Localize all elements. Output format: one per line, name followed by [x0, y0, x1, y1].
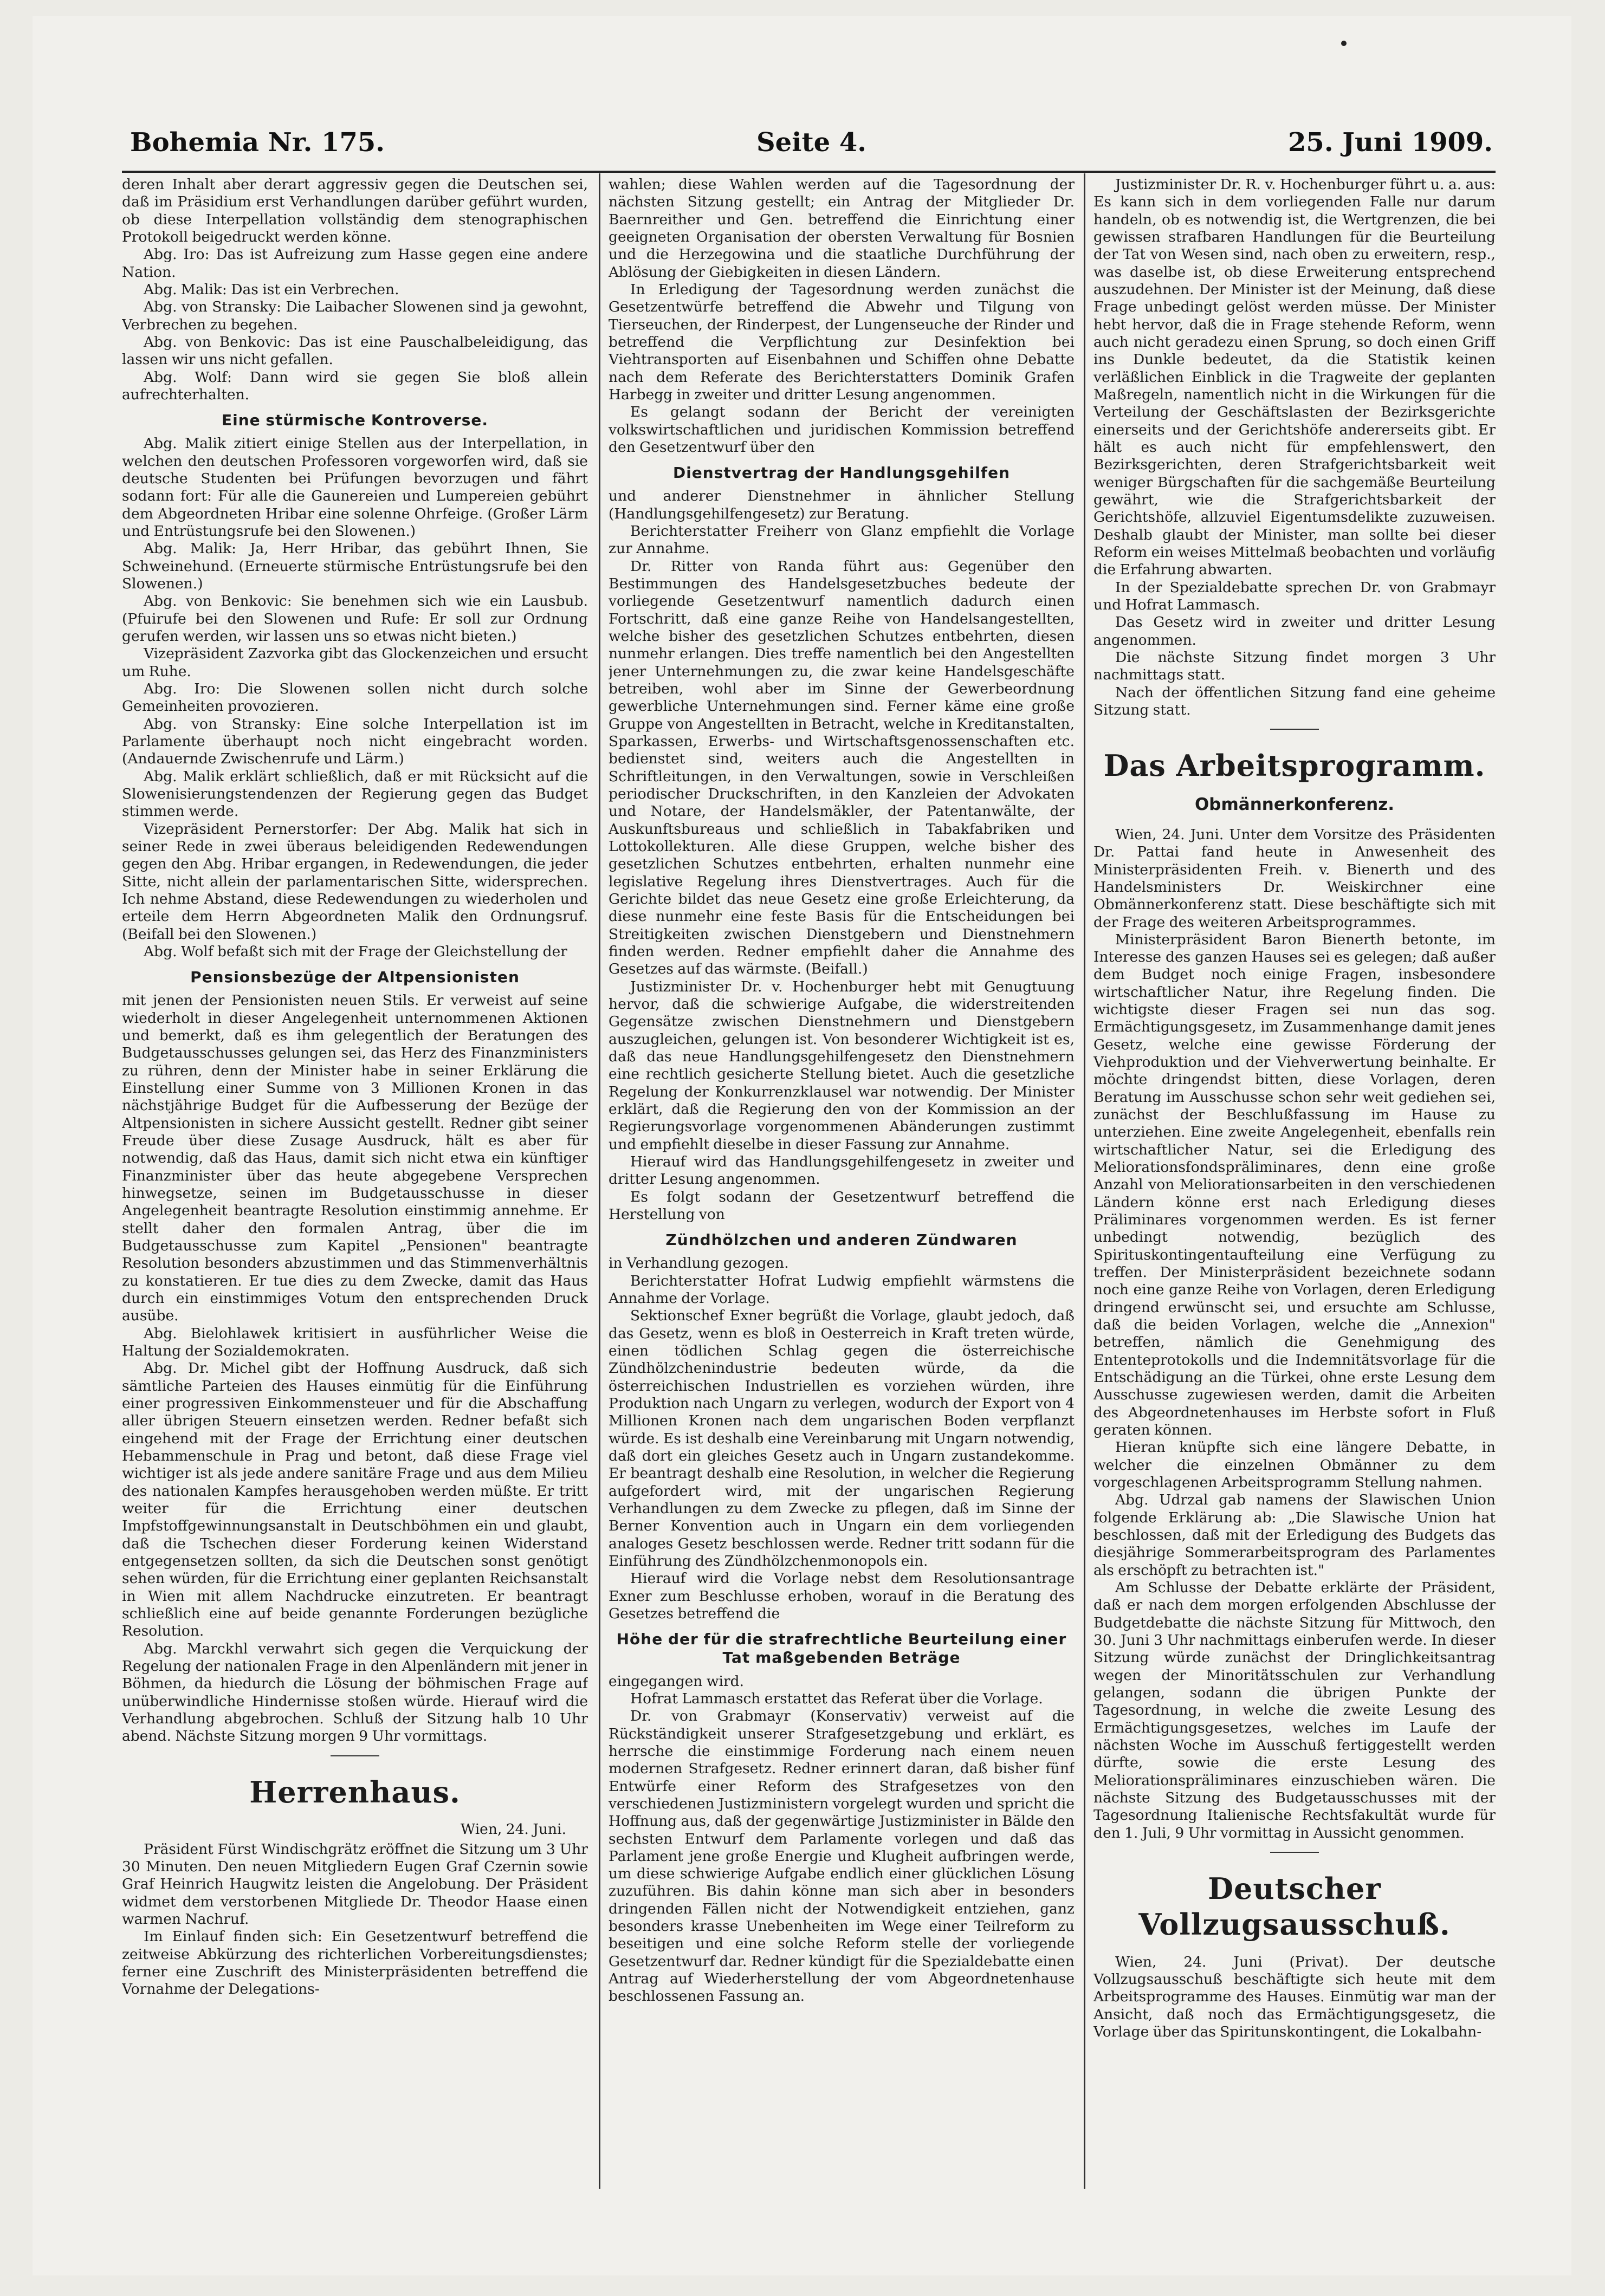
paragraph: Justizminister Dr. v. Hochenburger hebt mit Genugtuung hervor, daß die schwierige Aufgabe, die widerstreitenden Gegensätze zwischen Dienstnehmern und Dienstgebern auszugleichen, gelungen ist. Von besonderer Wichtigkeit ist es, daß das neue Handlungsgehilfengesetz den Dienstnehmern eine rechtlich gesicherte Stellung bietet. Auch die gesetzliche Regelung der Konkurrenzklausel war notwendig. Der Minister erklärt, daß die Regierung den von der Kommission an der Regierungsvorlage vorgenommenen Abänderungen zustimmt und empfiehlt dieselbe in dieser Fassung zur Annahme.: [609, 978, 1075, 1153]
article-headline: Deutscher Vollzugsausschuß.: [1138, 1871, 1451, 1942]
section-heading: Dienstvertrag der Handlungsgehilfen: [672, 464, 1011, 482]
column-divider: [599, 173, 600, 2189]
paragraph: Dr. von Grabmayr (Konservativ) verweist auf die Rückständigkeit unserer Strafgesetzgebung und erklärt, es herrsche die einstimmige Forderung nach einem neuen modernen Strafgesetz. Redner erinnert daran, daß bisher fünf Entwürfe einer Reform des Strafgesetzes von den verschiedenen Justizministern vorgelegt wurden und spricht die Hoffnung aus, daß der gegenwärtige Justizminister in Bälde den sechsten Entwurf dem Parlamente vorlegen und daß das Parlament jene große Energie und Klugheit aufbringen werde, um diese schwierige Aufgabe endlich einer glücklichen Lösung zuzuführen. Bis dahin könne man sich aber in besonders dringenden Fällen nicht der Notwendigkeit entziehen, ganz besonders krasse Unebenheiten im Wege einer Teilreform zu beseitigen und eine solche Reform stelle der vorliegende Gesetzentwurf dar. Redner kündigt für die Spezialdebatte einen Antrag auf Wiederherstellung der vom Abgeordnetenhause beschlossenen Fassung an.: [609, 1708, 1075, 2005]
separator: [331, 1755, 379, 1756]
section-heading: Höhe der für die strafrechtliche Beurteilung einer Tat maßgebenden Beträge: [616, 1630, 1067, 1667]
separator: [1270, 1852, 1319, 1853]
paragraph: Abg. Dr. Michel gibt der Hoffnung Ausdruck, daß sich sämtliche Parteien des Hauses einmütig für die Einführung einer progressiven Einkommensteuer und für die Abschaffung aller übrigen Steuern einsetzen werden. Redner befaßt sich eingehend mit der Frage der Errichtung einer deutschen Hebammenschule in Prag und betont, daß diese Frage viel wichtiger ist als jede andere sanitäre Frage und aus dem Milieu des nationalen Kampfes herausgehoben werden müßte. Er tritt weiter für die Errichtung einer deutschen Impfstoffgewinnungsanstalt in Deutschböhmen ein und glaubt, daß die Tschechen dieser Forderung keinen Widerstand entgegensetzen sollten, da sich die Deutschen sonst genötigt sehen würden, für die Errichtung einer geplanten Reichsanstalt in Wien mit allem Nachdrucke einzutreten. Er beantragt schließlich eine auf beide genannte Forderungen bezügliche Resolution.: [122, 1360, 588, 1640]
header-rule: [122, 171, 1496, 173]
paragraph: Abg. Iro: Die Slowenen sollen nicht durch solche Gemeinheiten provozieren.: [122, 680, 588, 715]
paragraph: Abg. von Stransky: Die Laibacher Slowenen sind ja gewohnt, Verbrechen zu begehen.: [122, 299, 588, 333]
paragraph: Ministerpräsident Baron Bienerth betonte, im Interesse des ganzen Hauses sei es gelegen; daß außer dem Budget noch einige Fragen, insbesondere wirtschaftlicher Natur, ihre Regelung finden. Die wichtigste dieser Fragen sei nun das sog. Ermächtigungsgesetz, im Zusammenhange damit jenes Gesetz, welche eine gewisse Förderung der Viehproduktion und der Viehverwertung beinhalte. Er möchte dringendst bitten, diese Vorlagen, deren Beratung im Ausschusse schon sehr weit gediehen sei, zunächst der Beschlußfassung im Hause zu unterziehen. Eine zweite Angelegenheit, ebenfalls rein wirtschaftlicher Natur, sei die Erledigung des Meliorationsfondspräliminares, denn eine große Anzahl von Meliorationsarbeiten in den verschiedenen Ländern könne erst nach Erledigung dieses Präliminares vorgenommen werden. Es ist ferner unbedingt notwendig, bezüglich des Spirituskontingentaufteilung eine Verfügung zu treffen. Der Ministerpräsident bezeichnete sodann noch eine ganze Reihe von Vorlagen, deren Erledigung dringend erwünscht sei, und ersuchte am Schlusse, daß die beiden Vorlagen, welche die „Annexion" betreffen, nämlich die Genehmigung des Ententeprotokolls und die Indemnitätsvorlage für die Entschädigung an die Türkei, ohne erste Lesung dem Ausschusse zugewiesen werden, damit die Arbeiten des Abgeordnetenhauses im Herbste sofort in Fluß geraten können.: [1093, 931, 1496, 1439]
paragraph: Es folgt sodann der Gesetzentwurf betreffend die Herstellung von: [609, 1188, 1075, 1223]
article-subheadline: Obmännerkonferenz.: [1194, 795, 1395, 815]
paragraph: Berichterstatter Hofrat Ludwig empfiehlt wärmstens die Annahme der Vorlage.: [609, 1272, 1075, 1307]
paragraph: Im Einlauf finden sich: Ein Gesetzentwurf betreffend die zeitweise Abkürzung des richterlichen Vorbereitungsdienstes; ferner eine Zuschrift des Ministerpräsidenten betreffend die Vornahme der Delegations-: [122, 1928, 588, 1998]
paragraph: Dr. Ritter von Randa führt aus: Gegenüber den Bestimmungen des Handelsgesetzbuches bedeute der vorliegende Gesetzentwurf namentlich dadurch einen Fortschritt, daß eine ganze Reihe von Handelsangestellten, welche bisher des gesetzlichen Schutzes entbehrten, diesen nunmehr erlangen. Dies treffe namentlich bei den Angestellten jener Unternehmungen zu, die zwar keine Handelsgeschäfte betreiben, wohl aber im Sinne der Gewerbeordnung gewerbliche Unternehmungen sind. Ferner käme eine große Gruppe von Angestellten in Betracht, welche in Kreditanstalten, Sparkassen, Erwerbs- und Wirtschaftsgenossenschaften etc. bedienstet sind, weiters auch die Angestellten in Schriftleitungen, in den Verwaltungen, sowie in Verschleißen periodischer Druckschriften, in den Kanzleien der Advokaten und Notare, der Handelsmäkler, der Patentanwälte, der Auskunftsbureaus und schließlich in Tabakfabriken und Lottokollekturen. Alle diese Gruppen, welche bisher des gesetzlichen Schutzes entbehrten, erhalten nunmehr eine legislative Regelung ihres Dienstvertrages. Auch für die Gerichte bildet das neue Gesetz eine große Erleichterung, da diese nunmehr eine feste Basis für die Entscheidungen bei Streitigkeiten zwischen Dienstgebern und Dienstnehmern finden werden. Redner empfiehlt daher die Annahme des Gesetzes auf das wärmste. (Beifall.): [609, 557, 1075, 978]
paragraph: Hofrat Lammasch erstattet das Referat über die Vorlage.: [630, 1690, 1043, 1707]
issue-number: Bohemia Nr. 175.: [130, 127, 385, 158]
paragraph: Abg. von Stransky: Eine solche Interpellation ist im Parlamente überhaupt noch nicht eingebracht worden. (Andauernde Zwischenrufe und Lärm.): [122, 715, 588, 768]
paragraph: Abg. Wolf befaßt sich mit der Frage der Gleichstellung der: [144, 943, 567, 960]
paragraph: Hierauf wird die Vorlage nebst dem Resolutionsantrage Exner zum Beschlusse erhoben, worauf in die Beratung des Gesetzes betreffend die: [609, 1570, 1075, 1622]
paragraph: Abg. Wolf: Dann wird sie gegen Sie bloß allein aufrechterhalten.: [122, 368, 588, 403]
paragraph: Abg. Bielohlawek kritisiert in ausführlicher Weise die Haltung der Sozialdemokraten.: [122, 1325, 588, 1359]
paragraph: Justizminister Dr. R. v. Hochenburger führt u. a. aus: Es kann sich in dem vorliegenden Falle nur darum handeln, ob es notwendig ist, die Wertgrenzen, die bei gewissen strafbaren Handlungen für die Beurteilung der Tat von Wesen sind, nach oben zu erweitern, resp., was daselbe ist, ob diese Erweiterung entsprechend auszudehnen. Der Minister ist der Meinung, daß diese Frage unbedingt gelöst werden müsse. Der Minister hebt hervor, daß die in Frage stehende Reform, wenn auch nicht geradezu einen Sprung, so doch einen Griff ins Dunkle bedeutet, da die Statistik keinen verläßlichen Einblick in die Tragweite der geplanten Maßregeln, namentlich nicht in die Wirkungen für die Verteilung der Geschäftslasten der Bezirksgerichte einerseits und der Gerichtshöfe andererseits gibt. Er hält es auch nicht für empfehlenswert, den Bezirksgerichten, deren Strafgerichtsbarkeit weit weniger Bürgschaften für die sachgemäße Beurteilung gewährt, wie die Strafgerichtsbarkeit der Gerichtshöfe, allzuviel Eigentumsdelikte zuzuweisen. Deshalb glaubt der Minister, man sollte bei dieser Reform ein weises Mittelmaß beobachten und vorläufig die Erfahrung abwarten.: [1093, 176, 1496, 579]
paragraph: Vizepräsident Zazvorka gibt das Glockenzeichen und ersucht um Ruhe.: [122, 645, 588, 680]
paragraph: Abg. Malik erklärt schließlich, daß er mit Rücksicht auf die Slowenisierungstendenzen der Regierung gegen das Budget stimmen werde.: [122, 768, 588, 820]
article-headline: Das Arbeitsprogramm.: [1103, 748, 1486, 783]
paragraph: Hierauf wird das Handlungsgehilfengesetz in zweiter und dritter Lesung angenommen.: [609, 1153, 1075, 1188]
paragraph: Vizepräsident Pernerstorfer: Der Abg. Malik hat sich in seiner Rede in zwei überaus beleidigenden Redewendungen gegen den Abg. Hribar ergangen, in Redewendungen, die jeder Sitte, nicht allein der parlamentarischen Sitte, widersprechen. Ich nehme Abstand, diese Redewendungen zu wiederholen und erteile dem Herrn Abgeordneten Malik den Ordnungsruf. (Beifall bei den Slowenen.): [122, 820, 588, 943]
paragraph: wahlen; diese Wahlen werden auf die Tagesordnung der nächsten Sitzung gestellt; ein Antrag der Mitglieder Dr. Baernreither und Gen. betreffend die Einrichtung einer geeigneten Organisation der obersten Verwaltung für Bosnien und die Herzegowina und die staatliche Durchführung der Ablösung der Giebigkeiten in diesen Ländern.: [609, 176, 1075, 281]
paragraph: Wien, 24. Juni (Privat). Der deutsche Vollzugsausschuß beschäftigte sich heute mit dem Arbeitsprogramme des Hauses. Einmütig war man der Ansicht, daß noch das Ermächtigungsgesetz, die Vorlage über das Spiritunskontingent, die Lokalbahn-: [1093, 1953, 1496, 2040]
page-number: Seite 4.: [756, 127, 866, 158]
paragraph: Abg. Malik zitiert einige Stellen aus der Interpellation, in welchen den deutschen Professoren vorgeworfen wird, daß sie deutsche Studenten bei Prüfungen bevorzugen und fährt sodann fort: Für alle die Gaunereien und Lumpereien gebührt dem Abgeordneten Hribar eine solenne Ohrfeige. (Großer Lärm und Entrüstungsrufe bei den Slowenen.): [122, 435, 588, 540]
column-1: [122, 176, 588, 2197]
dateline: Wien, 24. Juni.: [460, 1821, 566, 1838]
paragraph: Die nächste Sitzung findet morgen 3 Uhr nachmittags statt.: [1093, 648, 1496, 684]
paragraph: Berichterstatter Freiherr von Glanz empfiehlt die Vorlage zur Annahme.: [609, 523, 1075, 557]
section-heading: Zündhölzchen und anderen Zündwaren: [665, 1231, 1018, 1249]
paragraph: Das Gesetz wird in zweiter und dritter Lesung angenommen.: [1093, 614, 1496, 648]
section-heading: Pensionsbezüge der Altpensionisten: [190, 968, 520, 987]
paragraph: Sektionschef Exner begrüßt die Vorlage, glaubt jedoch, daß das Gesetz, wenn es bloß in Oesterreich in Kraft treten würde, einen tödlichen Schlag gegen die österreichische Zündhölzchenindustrie bedeuten würde, da die österreichischen Industriellen es vorziehen würden, ihre Produktion nach Ungarn zu verlegen, wodurch der Export von 4 Millionen Kronen nach dem ungarischen Boden verpflanzt würde. Es ist deshalb eine Vereinbarung mit Ungarn notwendig, daß dort ein gleiches Gesetz auch in Ungarn zustandekomme. Er beantragt deshalb eine Resolution, in welcher die Regierung aufgefordert wird, mit der ungarischen Regierung Verhandlungen zu dem Zwecke zu pflegen, daß im Sinne der Berner Konvention auch in Ungarn ein dem vorliegenden analoges Gesetz beschlossen werde. Redner tritt sodann für die Einführung des Zündhölzchenmonopols ein.: [609, 1307, 1075, 1569]
paragraph: eingegangen wird.: [609, 1672, 745, 1690]
page-header: [130, 122, 1493, 171]
section-heading: Eine stürmische Kontroverse.: [221, 411, 489, 430]
paragraph: Abg. Marckhl verwahrt sich gegen die Verquickung der Regelung der nationalen Frage in den Alpenländern mit jener in Böhmen, da hiedurch die Lösung der böhmischen Frage auf unüberwindliche Hindernisse stoßen würde. Hierauf wird die Verhandlung abgebrochen. Schluß der Sitzung halb 10 Uhr abend. Nächste Sitzung morgen 9 Uhr vormittags.: [122, 1640, 588, 1745]
paragraph: in Verhandlung gezogen.: [609, 1255, 789, 1272]
paragraph: In Erledigung der Tagesordnung werden zunächst die Gesetzentwürfe betreffend die Abwehr und Tilgung von Tierseuchen, der Rinderpest, der Lungenseuche der Rinder und betreffend die Verpflichtung zur Desinfektion bei Viehtransporten auf Eisenbahnen und Schiffen ohne Debatte nach dem Referate des Berichterstatters Dominik Grafen Harbegg in zweiter und dritter Lesung angenommen.: [609, 281, 1075, 403]
column-3: [1093, 176, 1496, 2197]
paragraph: Es gelangt sodann der Bericht der vereinigten volkswirtschaftlichen und juridischen Kommission betreffend den Gesetzentwurf über den: [609, 404, 1075, 456]
paragraph: deren Inhalt aber derart aggressiv gegen die Deutschen sei, daß im Präsidium erst Verhandlungen darüber geführt wurden, ob diese Interpellation vollständig dem stenographischen Protokoll beigedruckt werden könne.: [122, 176, 588, 245]
paragraph: mit jenen der Pensionisten neuen Stils. Er verweist auf seine wiederholt in dieser Angelegenheit unternommenen Aktionen und bemerkt, daß es ihm gelegentlich der Beratungen des Budgetausschusses gelungen sei, das Herz des Finanzministers zu rühren, denn der Minister habe in seiner Erklärung die Einstellung einer Summe von 3 Millionen Kronen in das nächstjährige Budget für die Aufbesserung der Bezüge der Altpensionisten in sichere Aussicht gestellt. Redner gibt seiner Freude über diese Zusage Ausdruck, hält es aber für notwendig, daß das Haus, damit sich nicht etwa ein künftiger Finanzminister über das heute abgegebene Versprechen hinwegsetze, seinen im Budgetausschusse in dieser Angelegenheit beantragte Resolution einstimmig annehme. Er stellt daher den formalen Antrag, über die im Budgetausschusse zum Kapitel „Pensionen" beantragte Resolution besonders abzustimmen und das Stimmenverhältnis zu konstatieren. Er tue dies zu dem Zwecke, damit das Haus durch ein einstimmiges Votum den entsprechenden Druck ausübe.: [122, 992, 588, 1325]
paragraph: Nach der öffentlichen Sitzung fand eine geheime Sitzung statt.: [1093, 684, 1496, 718]
paragraph: Abg. Iro: Das ist Aufreizung zum Hasse gegen eine andere Nation.: [122, 246, 588, 281]
paragraph: Abg. Malik: Das ist ein Verbrechen.: [144, 281, 399, 298]
article-headline: Herrenhaus.: [249, 1774, 461, 1809]
paragraph: und anderer Dienstnehmer in ähnlicher Stellung (Handlungsgehilfengesetz) zur Beratung.: [609, 488, 1075, 522]
paragraph: Wien, 24. Juni. Unter dem Vorsitze des Präsidenten Dr. Pattai fand heute in Anwesenheit des Ministerpräsidenten Freih. v. Bienerth und des Handelsministers Dr. Weiskirchner eine Obmännerkonferenz statt. Diese beschäftigte sich mit der Frage des weiteren Arbeitsprogrammes.: [1093, 826, 1496, 931]
paragraph: In der Spezialdebatte sprechen Dr. von Grabmayr und Hofrat Lammasch.: [1093, 579, 1496, 613]
paragraph: Abg. Malik: Ja, Herr Hribar, das gebührt Ihnen, Sie Schweinehund. (Erneuerte stürmische Entrüstungsrufe bei den Slowenen.): [122, 540, 588, 593]
paragraph: Abg. Udrzal gab namens der Slawischen Union folgende Erklärung ab: „Die Slawische Union hat beschlossen, daß mit der Erledigung des Budgets das diesjährige Sommerarbeitsprogram des Parlamentes als erschöpft zu betrachten ist.": [1093, 1491, 1496, 1579]
paragraph: Am Schlusse der Debatte erklärte der Präsident, daß er nach dem morgen erfolgenden Abschlusse der Budgetdebatte die nächste Sitzung für Mittwoch, den 30. Juni 3 Uhr nachmittags einberufen werde. In dieser Sitzung würde zunächst der Dringlichkeitsantrag wegen der Minoritätsschulen zur Verhandlung gelangen, sodann die übrigen Punkte der Tagesordnung, in welche die zweite Lesung des Ermächtigungsgesetzes, welches im Laufe der nächsten Woche im Ausschuß fertiggestellt werden dürfte, sowie die erste Lesung des Meliorationspräliminares einzuschieben wären. Die nächste Sitzung des Budgetausschusses mit der Tagesordnung Italienische Rechtsfakultät wurde für den 1. Juli, 9 Uhr vormittag in Aussicht genommen.: [1093, 1579, 1496, 1841]
issue-date: 25. Juni 1909.: [1288, 127, 1493, 158]
paragraph: Hieran knüpfte sich eine längere Debatte, in welcher die einzelnen Obmänner zu dem vorgeschlagenen Arbeitsprogramm Stellung nahmen.: [1093, 1439, 1496, 1491]
separator: [1270, 729, 1319, 730]
column-2: [609, 176, 1075, 2197]
paragraph: Abg. von Benkovic: Sie benehmen sich wie ein Lausbub. (Pfuirufe bei den Slowenen und Rufe: Er soll zur Ordnung gerufen werden, wir lassen uns so etwas nicht bieten.): [122, 593, 588, 645]
ink-speck: [1341, 41, 1347, 46]
column-divider: [1084, 173, 1085, 2189]
paragraph: Abg. von Benkovic: Das ist eine Pauschalbeleidigung, das lassen wir uns nicht gefallen.: [122, 333, 588, 368]
paragraph: Präsident Fürst Windischgrätz eröffnet die Sitzung um 3 Uhr 30 Minuten. Den neuen Mitgliedern Eugen Graf Czernin sowie Graf Heinrich Haugwitz leisten die Angelobung. Der Präsident widmet dem verstorbenen Mitgliede Dr. Theodor Haase einen warmen Nachruf.: [122, 1840, 588, 1928]
